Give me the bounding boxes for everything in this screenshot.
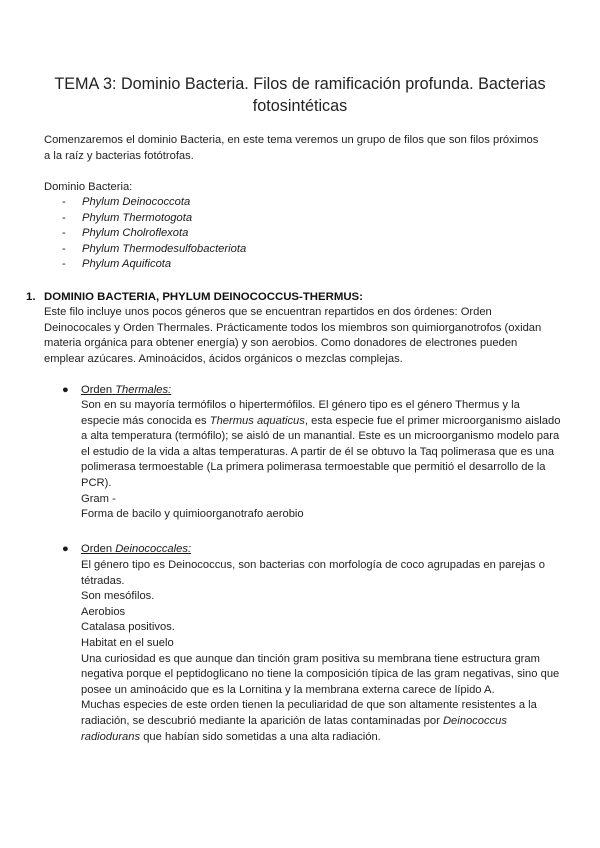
paragraph xyxy=(81,698,561,745)
phylum-name: Phylum Thermodesulfobacteriota xyxy=(82,242,247,255)
list-line: Catalasa positivos. xyxy=(81,621,175,634)
bullet-icon: ● xyxy=(62,384,69,396)
orden-deinococcales-label xyxy=(62,542,192,558)
orden-prefix: Orden xyxy=(81,543,116,555)
paragraph: El género tipo es Deinococcus, son bacterias con morfología de coco agrupadas en parejas o tétradas. xyxy=(81,559,545,587)
bullet-icon: ● xyxy=(62,543,69,555)
orden-thermales-body xyxy=(81,398,561,523)
section-heading xyxy=(26,290,363,306)
orden-deinococcales-body xyxy=(81,558,561,745)
phylum-name: Phylum Cholroflexota xyxy=(82,227,189,240)
list-item xyxy=(62,257,246,273)
list-line: Aerobios xyxy=(81,605,126,618)
dash-marker: - xyxy=(62,196,66,208)
dash-marker: - xyxy=(62,242,66,255)
phylum-name: Phylum Thermotogota xyxy=(82,211,193,224)
list-item xyxy=(62,242,246,258)
dash-marker: - xyxy=(62,227,66,240)
page-title: TEMA 3: Dominio Bacteria. Filos de ramificación profunda. Bacterias fotosintéticas xyxy=(54,75,546,115)
text-segment: que habían sido sometidas a una alta radiación. xyxy=(140,730,381,743)
list-line: Son mesófilos. xyxy=(81,590,155,603)
species-name: Thermus aquaticus xyxy=(209,414,305,427)
text-segment: , esta especie fue el primer microorganismo aislado a alta temperatura (termófilo); se aisló de un manantial. Este es un microorganismo modelo para el estudio de la vida a altas temperaturas. A partir de él se obtuvo la Taq polimerasa que es una polimerasa termoestable (La primera polimerasa termoestable que permitió el desarrollo de la PCR). xyxy=(81,414,561,489)
list-item xyxy=(62,211,246,227)
species-name: Deinococcus radiodurans xyxy=(81,714,508,743)
list-item xyxy=(62,195,246,211)
phylum-name: Phylum Aquificota xyxy=(82,258,172,271)
intro-paragraph: Comenzaremos el dominio Bacteria, en este tema veremos un grupo de filos que son filos próximos a la raíz y bacterias fotótrofas. xyxy=(44,134,539,162)
orden-name: Thermales: xyxy=(115,384,172,396)
forma-line: Forma de bacilo y quimioorganotrafo aerobio xyxy=(81,508,304,521)
dash-marker: - xyxy=(62,211,66,224)
dash-marker: - xyxy=(62,258,66,271)
phyla-list xyxy=(62,195,246,273)
section-body: Este filo incluye unos pocos géneros que se encuentran repartidos en dos órdenes: Orden Deinococales y Orden Thermales. Prácticamente todos los miembros son quimiorganotrofos (oxidan materia orgánica para obtener energía) y son aerobios. Como donadores de electrones pueden emplear azúcares. Aminoácidos, ácidos orgánicos o mezclas complejas. xyxy=(44,306,542,365)
orden-prefix: Orden xyxy=(81,384,116,396)
section-number: 1. xyxy=(26,291,36,303)
phylum-name: Phylum Deinococcota xyxy=(82,196,191,208)
gram-line: Gram - xyxy=(81,492,116,505)
orden-name: Deinococcales: xyxy=(115,543,192,555)
section-heading-text: DOMINIO BACTERIA, PHYLUM DEINOCOCCUS-THERMUS: xyxy=(44,291,363,303)
list-item xyxy=(62,226,246,242)
paragraph: Una curiosidad es que aunque dan tinción gram positiva su membrana tiene estructura gram negativa porque el peptidoglicano no tiene la composición típica de las gram negativas, sino que posee un aminoácido que es la Lornitina y la membrana externa carece de lípido A. xyxy=(81,652,560,696)
text-segment: Muchas especies de este orden tienen la peculiaridad de que son altamente resistentes a la radiación, se descubrió mediante la aparición de latas contaminadas por xyxy=(81,699,537,727)
dominio-label: Dominio Bacteria: xyxy=(44,181,133,193)
text-segment: Son en su mayoría termófilos o hipertermófilos. El género tipo es el género Thermus y la especie más conocida es xyxy=(81,399,520,427)
list-line: Habitat en el suelo xyxy=(81,636,174,649)
orden-thermales-label xyxy=(62,383,172,399)
